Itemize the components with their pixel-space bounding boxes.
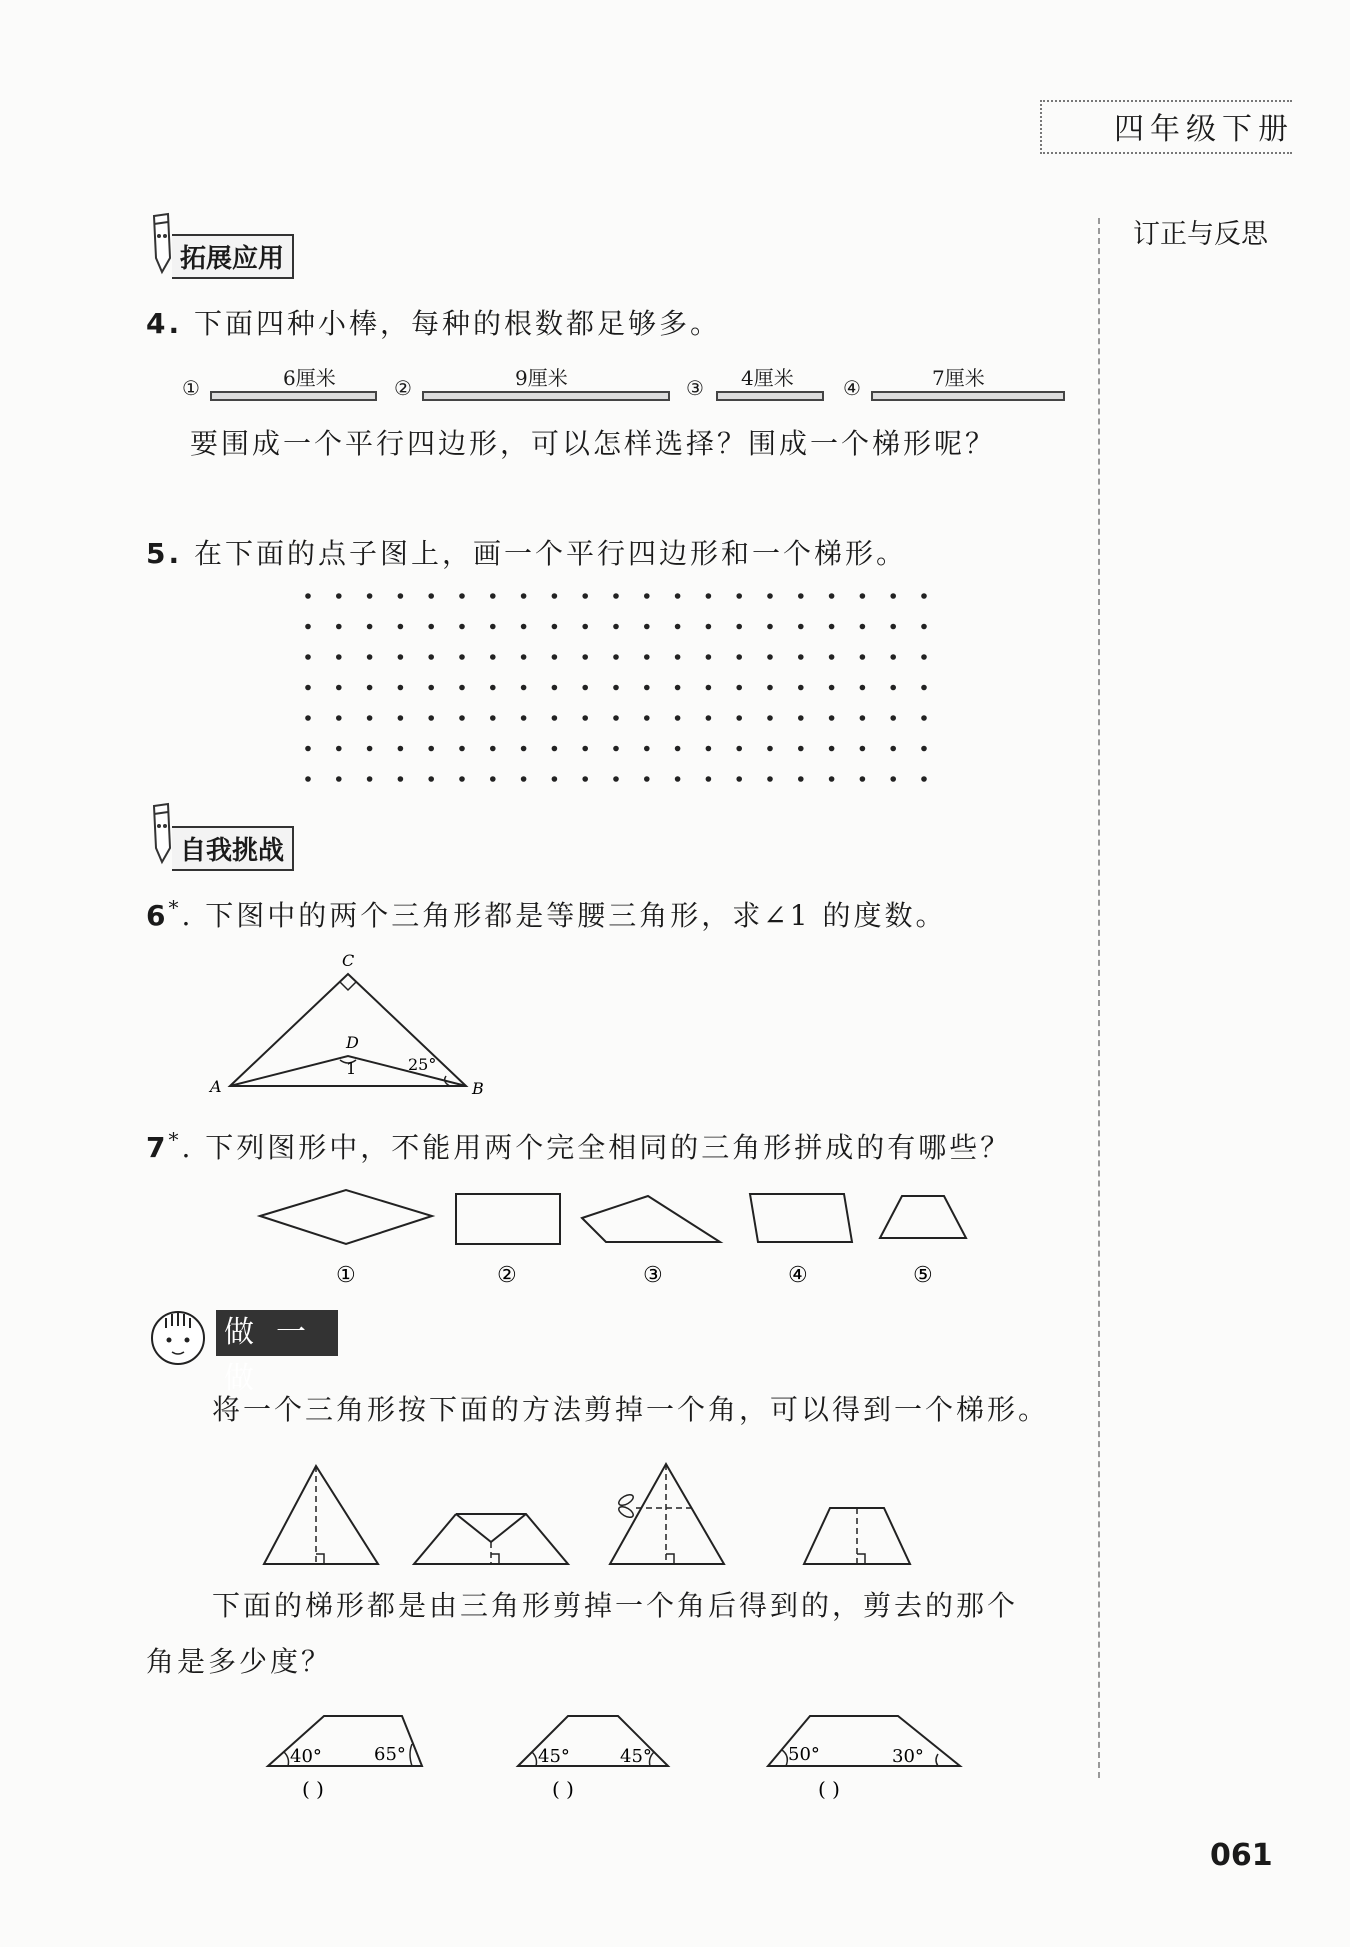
shape-mark-1: ① [336,1263,356,1288]
grid-dot[interactable] [706,776,712,782]
grid-dot[interactable] [428,715,434,721]
shape-trapezoid [880,1196,966,1238]
grid-dot[interactable] [736,685,742,691]
grid-dot[interactable] [552,715,558,721]
grid-dot[interactable] [921,654,927,660]
grid-dot[interactable] [798,685,804,691]
grid-dot[interactable] [798,715,804,721]
q5-prompt [146,532,907,572]
grid-dot[interactable] [552,776,558,782]
grid-dot[interactable] [428,685,434,691]
stick-3 [716,391,824,401]
grid-dot[interactable] [829,593,835,599]
grid-dot[interactable] [736,746,742,752]
q7-number: 7 [146,1131,169,1164]
grid-dot[interactable] [644,776,650,782]
q4-prompt [146,302,721,342]
stick-1-label: 6厘米 [283,366,336,390]
grid-dot[interactable] [428,746,434,752]
grid-dot[interactable] [798,776,804,782]
grid-dot[interactable] [459,593,465,599]
q6-text: . 下图中的两个三角形都是等腰三角形，求∠1 的度数。 [181,899,947,932]
grid-dot[interactable] [305,715,311,721]
grid-dot[interactable] [706,685,712,691]
grid-dot[interactable] [459,624,465,630]
q4-text: 下面四种小棒，每种的根数都足够多。 [194,307,722,340]
triangle-whole [264,1466,378,1564]
grid-dot[interactable] [336,593,342,599]
grid-dot[interactable] [428,624,434,630]
grid-dot[interactable] [675,654,681,660]
section-doit: 做一做 [216,1310,338,1356]
grid-dot[interactable] [829,715,835,721]
q7-shapes [250,1186,980,1296]
grid-dot[interactable] [675,593,681,599]
grid-dot[interactable] [490,593,496,599]
grid-dot[interactable] [613,593,619,599]
label-25deg: 25° [408,1055,437,1074]
grid-dot[interactable] [675,746,681,752]
grid-dot[interactable] [860,715,866,721]
stick-2-label: 9厘米 [515,366,568,390]
doit-question-line1: 下面的梯形都是由三角形剪掉一个角后得到的，剪去的那个 [212,1589,1019,1622]
grid-dot[interactable] [336,776,342,782]
shape-mark-4: ④ [788,1263,808,1288]
grid-dot[interactable] [398,624,404,630]
grid-dot[interactable] [336,685,342,691]
q6-number: 6 [146,899,169,932]
grid-dot[interactable] [521,746,527,752]
trapezoid-2 [518,1716,668,1801]
grid-dot[interactable] [829,654,835,660]
grid-dot[interactable] [644,746,650,752]
label-a: A [210,1077,222,1096]
grid-dot[interactable] [367,685,373,691]
grid-dot[interactable] [890,715,896,721]
grid-dot[interactable] [767,593,773,599]
grid-dot[interactable] [829,624,835,630]
q7-prompt [146,1126,1011,1166]
grid-dot[interactable] [736,776,742,782]
trapezoid-3 [768,1716,960,1801]
grid-dot[interactable] [490,746,496,752]
grid-dot[interactable] [921,685,927,691]
grid-dot[interactable] [675,685,681,691]
grid-dot[interactable] [675,715,681,721]
grid-dot[interactable] [490,624,496,630]
stick-3-mark: ③ [686,376,704,400]
grid-dot[interactable] [367,654,373,660]
child-face-icon [146,1304,212,1370]
grid-dot[interactable] [706,593,712,599]
grid-dot[interactable] [398,685,404,691]
grid-dot[interactable] [644,715,650,721]
grid-dot[interactable] [921,776,927,782]
grid-dot[interactable] [521,654,527,660]
grid-dot[interactable] [552,746,558,752]
grid-dot[interactable] [613,654,619,660]
margin-divider [1098,218,1100,1778]
section-challenge: 自我挑战 [172,826,294,871]
grid-dot[interactable] [336,654,342,660]
grid-dot[interactable] [860,685,866,691]
grid-dot[interactable] [798,654,804,660]
grid-dot[interactable] [644,654,650,660]
trap3-answer[interactable]: ( ) [818,1777,840,1801]
grid-dot[interactable] [521,776,527,782]
grid-dot[interactable] [459,715,465,721]
grid-dot[interactable] [890,593,896,599]
grid-dot[interactable] [521,624,527,630]
grid-dot[interactable] [459,685,465,691]
trapezoid-1 [268,1716,422,1801]
grid-dot[interactable] [829,746,835,752]
stick-4-label: 7厘米 [932,366,985,390]
grid-dot[interactable] [367,624,373,630]
q7-text: . 下列图形中，不能用两个完全相同的三角形拼成的有哪些？ [181,1131,1012,1164]
section-extend: 拓展应用 [172,234,294,279]
grid-dot[interactable] [613,746,619,752]
shape-mark-3: ③ [643,1263,663,1288]
doit-intro: 将一个三角形按下面的方法剪掉一个角，可以得到一个梯形。 [212,1393,1050,1426]
stick-1 [210,391,377,401]
grid-dot[interactable] [890,776,896,782]
grid-dot[interactable] [921,715,927,721]
grid-dot[interactable] [428,593,434,599]
grid-dot[interactable] [336,715,342,721]
q5-text: 在下面的点子图上，画一个平行四边形和一个梯形。 [194,537,908,570]
label-c: C [342,951,355,970]
grid-dot[interactable] [644,685,650,691]
trap1-left-angle: 40° [290,1746,322,1767]
grid-dot[interactable] [367,593,373,599]
stick-1-mark: ① [182,376,200,400]
grid-dot[interactable] [582,746,588,752]
label-b: B [472,1079,484,1098]
grid-dot[interactable] [890,624,896,630]
stick-4 [871,391,1065,401]
grid-dot[interactable] [736,654,742,660]
grid-dot[interactable] [890,685,896,691]
shape-mark-5: ⑤ [913,1263,933,1288]
grid-dot[interactable] [490,715,496,721]
grid-dot[interactable] [706,715,712,721]
grid-dot[interactable] [398,593,404,599]
grid-dot[interactable] [798,593,804,599]
grid-dot[interactable] [582,654,588,660]
grid-dot[interactable] [613,624,619,630]
label-d: D [346,1033,359,1052]
grid-dot[interactable] [921,624,927,630]
grid-dot[interactable] [552,685,558,691]
grid-dot[interactable] [736,624,742,630]
label-angle1: 1 [346,1059,357,1078]
triangle-cut [610,1464,724,1564]
isosceles-triangles-figure [200,948,500,1108]
grid-dot[interactable] [367,746,373,752]
grid-dot[interactable] [860,776,866,782]
grid-dot[interactable] [829,685,835,691]
stick-2 [422,391,670,401]
angle-trapezoids [262,1682,982,1802]
grid-dot[interactable] [428,776,434,782]
grid-dot[interactable] [398,746,404,752]
q6-star: * [168,895,182,920]
q5-number: 5. [146,537,183,570]
grid-dot[interactable] [860,746,866,752]
doit-question-line2: 角是多少度？ [146,1645,333,1678]
trap3-right-angle: 30° [892,1746,924,1767]
grid-dot[interactable] [736,593,742,599]
stick-2-mark: ② [394,376,412,400]
grid-dot[interactable] [736,715,742,721]
grid-dot[interactable] [459,654,465,660]
grid-dot[interactable] [305,624,311,630]
grid-dot[interactable] [582,715,588,721]
q6-prompt [146,894,946,934]
q7-star: * [168,1127,182,1152]
grid-dot[interactable] [767,776,773,782]
grid-dot[interactable] [336,624,342,630]
trap2-right-angle: 45° [620,1746,652,1767]
grid-dot[interactable] [860,593,866,599]
q4-number: 4. [146,307,183,340]
grid-dot[interactable] [552,624,558,630]
grid-dot[interactable] [675,624,681,630]
stick-4-mark: ④ [843,376,861,400]
grid-dot[interactable] [428,654,434,660]
trap1-right-angle: 65° [374,1744,406,1765]
grid-dot[interactable] [921,746,927,752]
grid-dot[interactable] [613,776,619,782]
trap1-answer[interactable]: ( ) [302,1777,324,1801]
grid-dot[interactable] [521,715,527,721]
grid-dot[interactable] [459,776,465,782]
grid-dot[interactable] [890,746,896,752]
grid-dot[interactable] [582,685,588,691]
grade-label: 四年级下册 [1108,104,1300,148]
grid-dot[interactable] [305,746,311,752]
page-number: 061 [1210,1838,1273,1873]
grid-dot[interactable] [398,715,404,721]
grid-dot[interactable] [644,624,650,630]
trap3-left-angle: 50° [788,1744,820,1765]
grid-dot[interactable] [398,776,404,782]
trapezoid-result [804,1508,910,1564]
shape-quadrilateral [582,1196,720,1242]
grid-dot[interactable] [367,715,373,721]
shape-mark-2: ② [497,1263,517,1288]
grid-dot[interactable] [767,685,773,691]
grid-dot[interactable] [644,593,650,599]
shape-rectangle [456,1194,560,1244]
q4-question: 要围成一个平行四边形，可以怎样选择？围成一个梯形呢？ [190,427,997,460]
grid-dot[interactable] [521,593,527,599]
grid-dot[interactable] [706,746,712,752]
grid-dot[interactable] [613,685,619,691]
grid-dot[interactable] [582,624,588,630]
grid-dot[interactable] [613,715,619,721]
grid-dot[interactable] [490,776,496,782]
grid-dot[interactable] [582,593,588,599]
margin-title: 订正与反思 [1133,219,1268,250]
grid-dot[interactable] [860,624,866,630]
trap2-left-angle: 45° [538,1746,570,1767]
grid-dot[interactable] [521,685,527,691]
triangle-fold [414,1514,568,1564]
grid-dot[interactable] [890,654,896,660]
grid-dot[interactable] [798,624,804,630]
grid-dot[interactable] [398,654,404,660]
grid-dot[interactable] [305,685,311,691]
grid-dot[interactable] [367,776,373,782]
grid-dot[interactable] [767,715,773,721]
grid-dot[interactable] [305,593,311,599]
grid-dot[interactable] [490,654,496,660]
grid-dot[interactable] [706,654,712,660]
grid-dot[interactable] [706,624,712,630]
grid-dot[interactable] [336,746,342,752]
grid-dot[interactable] [459,746,465,752]
shape-rhombus [260,1190,432,1244]
grid-dot[interactable] [552,593,558,599]
grid-dot[interactable] [675,776,681,782]
grid-dot[interactable] [829,776,835,782]
grid-dot[interactable] [860,654,866,660]
grid-dot[interactable] [582,776,588,782]
grid-dot[interactable] [921,593,927,599]
dot-grid[interactable] [290,580,940,800]
grid-dot[interactable] [305,654,311,660]
grid-dot[interactable] [490,685,496,691]
grid-dot[interactable] [798,746,804,752]
grid-dot[interactable] [767,746,773,752]
grid-dot[interactable] [767,624,773,630]
trap2-answer[interactable]: ( ) [552,1777,574,1801]
cut-triangle-illustrations [256,1456,976,1570]
grid-dot[interactable] [552,654,558,660]
stick-3-label: 4厘米 [741,366,794,390]
grid-dot[interactable] [767,654,773,660]
grid-dot[interactable] [305,776,311,782]
shape-parallelogram [750,1194,852,1242]
